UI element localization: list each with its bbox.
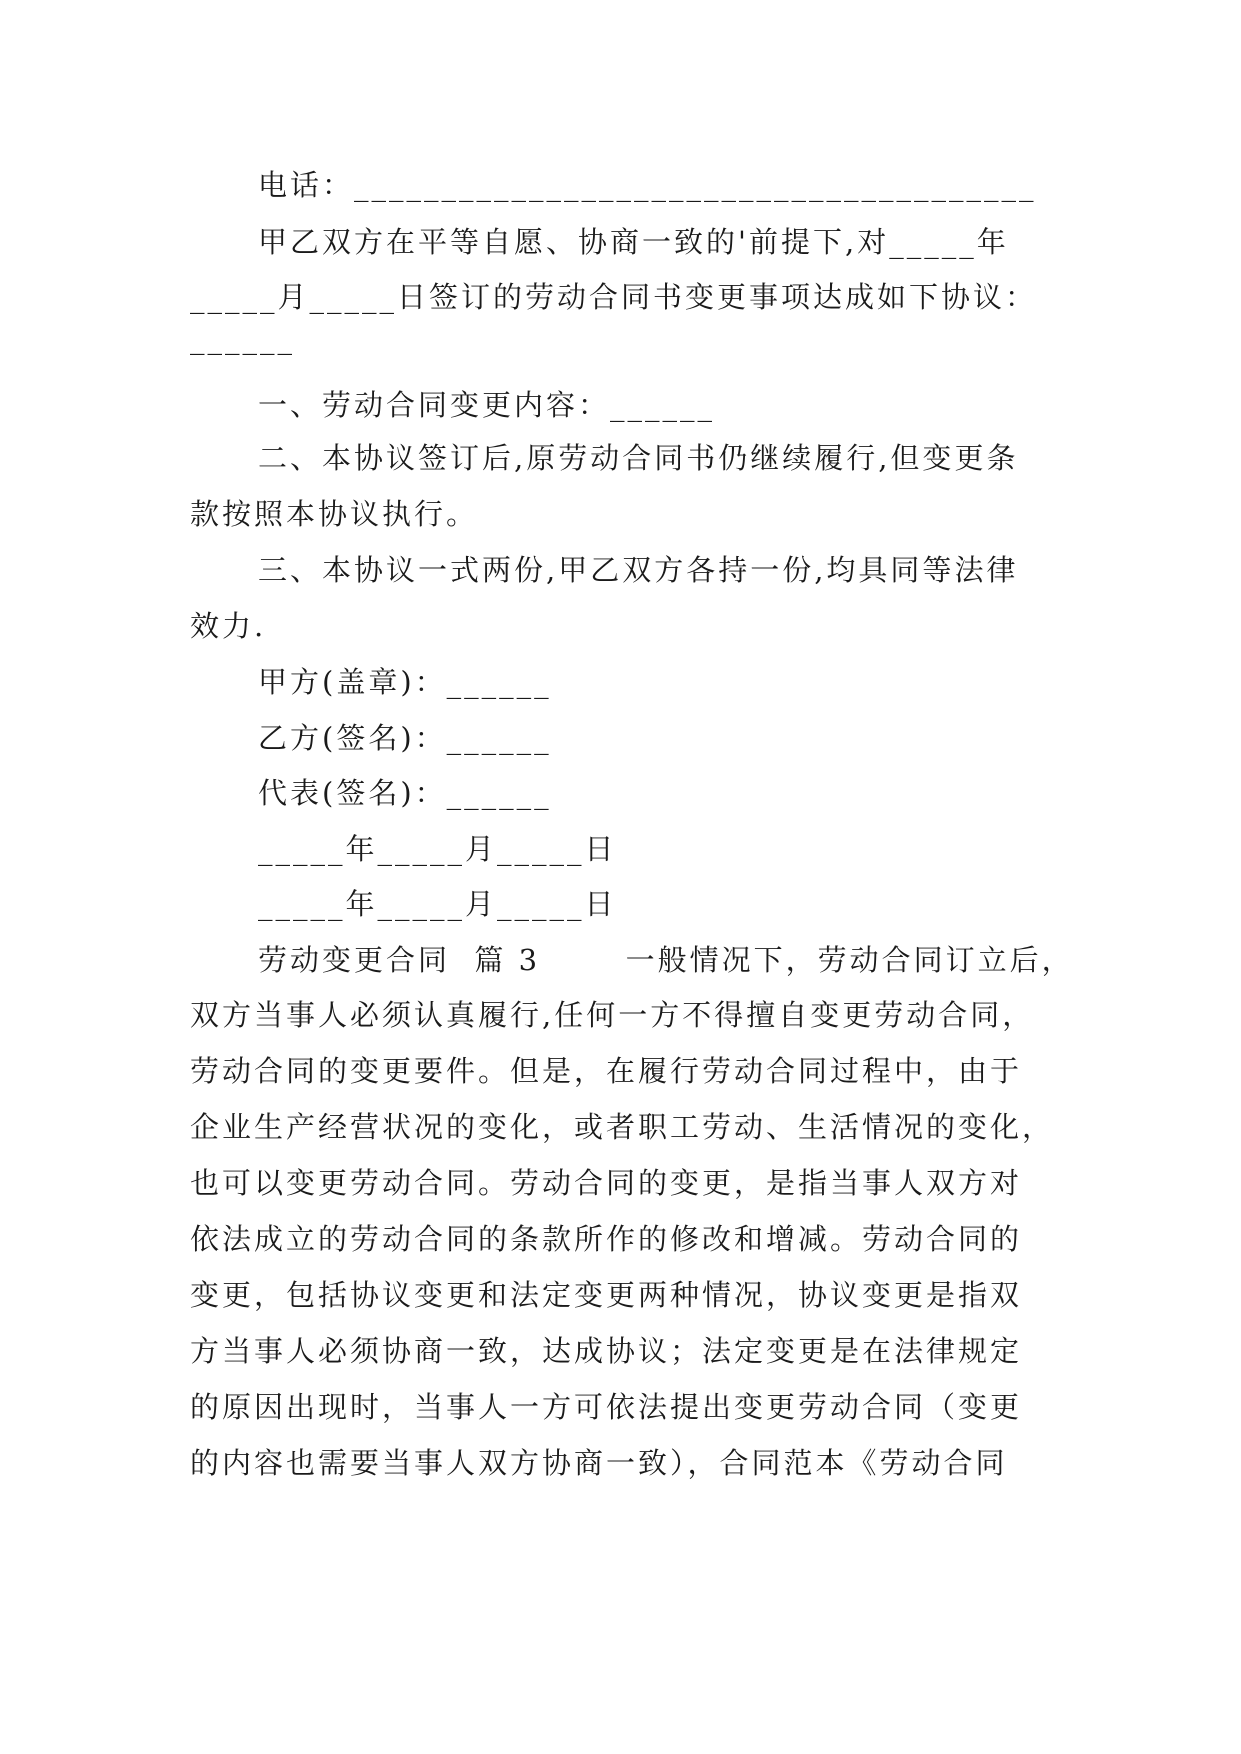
date-line: _____年_____月_____日	[258, 832, 617, 866]
body-line: 方当事人必须协商一致，达成协议；法定变更是在法律规定	[190, 1334, 1023, 1368]
body-line: 的原因出现时，当事人一方可依法提出变更劳动合同（变更	[190, 1390, 1023, 1424]
body-line: 甲乙双方在平等自愿、协商一致的'前提下,对_____年	[258, 225, 1009, 259]
body-line: 也可以变更劳动合同。劳动合同的变更，是指当事人双方对	[190, 1166, 1023, 1200]
party-b-signature: 乙方(签名)：______	[258, 721, 552, 755]
clause-1: 一、劳动合同变更内容：______	[258, 388, 716, 422]
body-line: 变更，包括协议变更和法定变更两种情况，协议变更是指双	[190, 1278, 1023, 1312]
body-line: 劳动合同的变更要件。但是，在履行劳动合同过程中，由于	[190, 1054, 1023, 1088]
body-line: 的内容也需要当事人双方协商一致），合同范本《劳动合同	[190, 1446, 1008, 1480]
date-line: _____年_____月_____日	[258, 887, 617, 921]
section-heading-line: 劳动变更合同 篇 3 一般情况下，劳动合同订立后，	[258, 943, 1074, 977]
representative-signature: 代表(签名)：______	[258, 776, 552, 810]
body-line: 双方当事人必须认真履行,任何一方不得擅自变更劳动合同，	[190, 998, 1035, 1032]
clause-2-cont: 款按照本协议执行。	[190, 497, 479, 531]
body-line: 依法成立的劳动合同的条款所作的修改和增减。劳动合同的	[190, 1222, 1023, 1256]
party-a-seal: 甲方(盖章)：______	[258, 665, 552, 699]
clause-2: 二、本协议签订后,原劳动合同书仍继续履行,但变更条	[258, 441, 1019, 475]
body-line: 企业生产经营状况的变化，或者职工劳动、生活情况的变化，	[190, 1110, 1055, 1144]
phone-line: 电话：_______________________________________	[258, 168, 1037, 202]
body-line: _____月_____日签订的劳动合同书变更事项达成如下协议：	[190, 280, 1038, 314]
blank-line: ______	[190, 321, 295, 355]
clause-3: 三、本协议一式两份,甲乙双方各持一份,均具同等法律	[258, 553, 1019, 587]
clause-3-cont: 效力.	[190, 609, 267, 643]
